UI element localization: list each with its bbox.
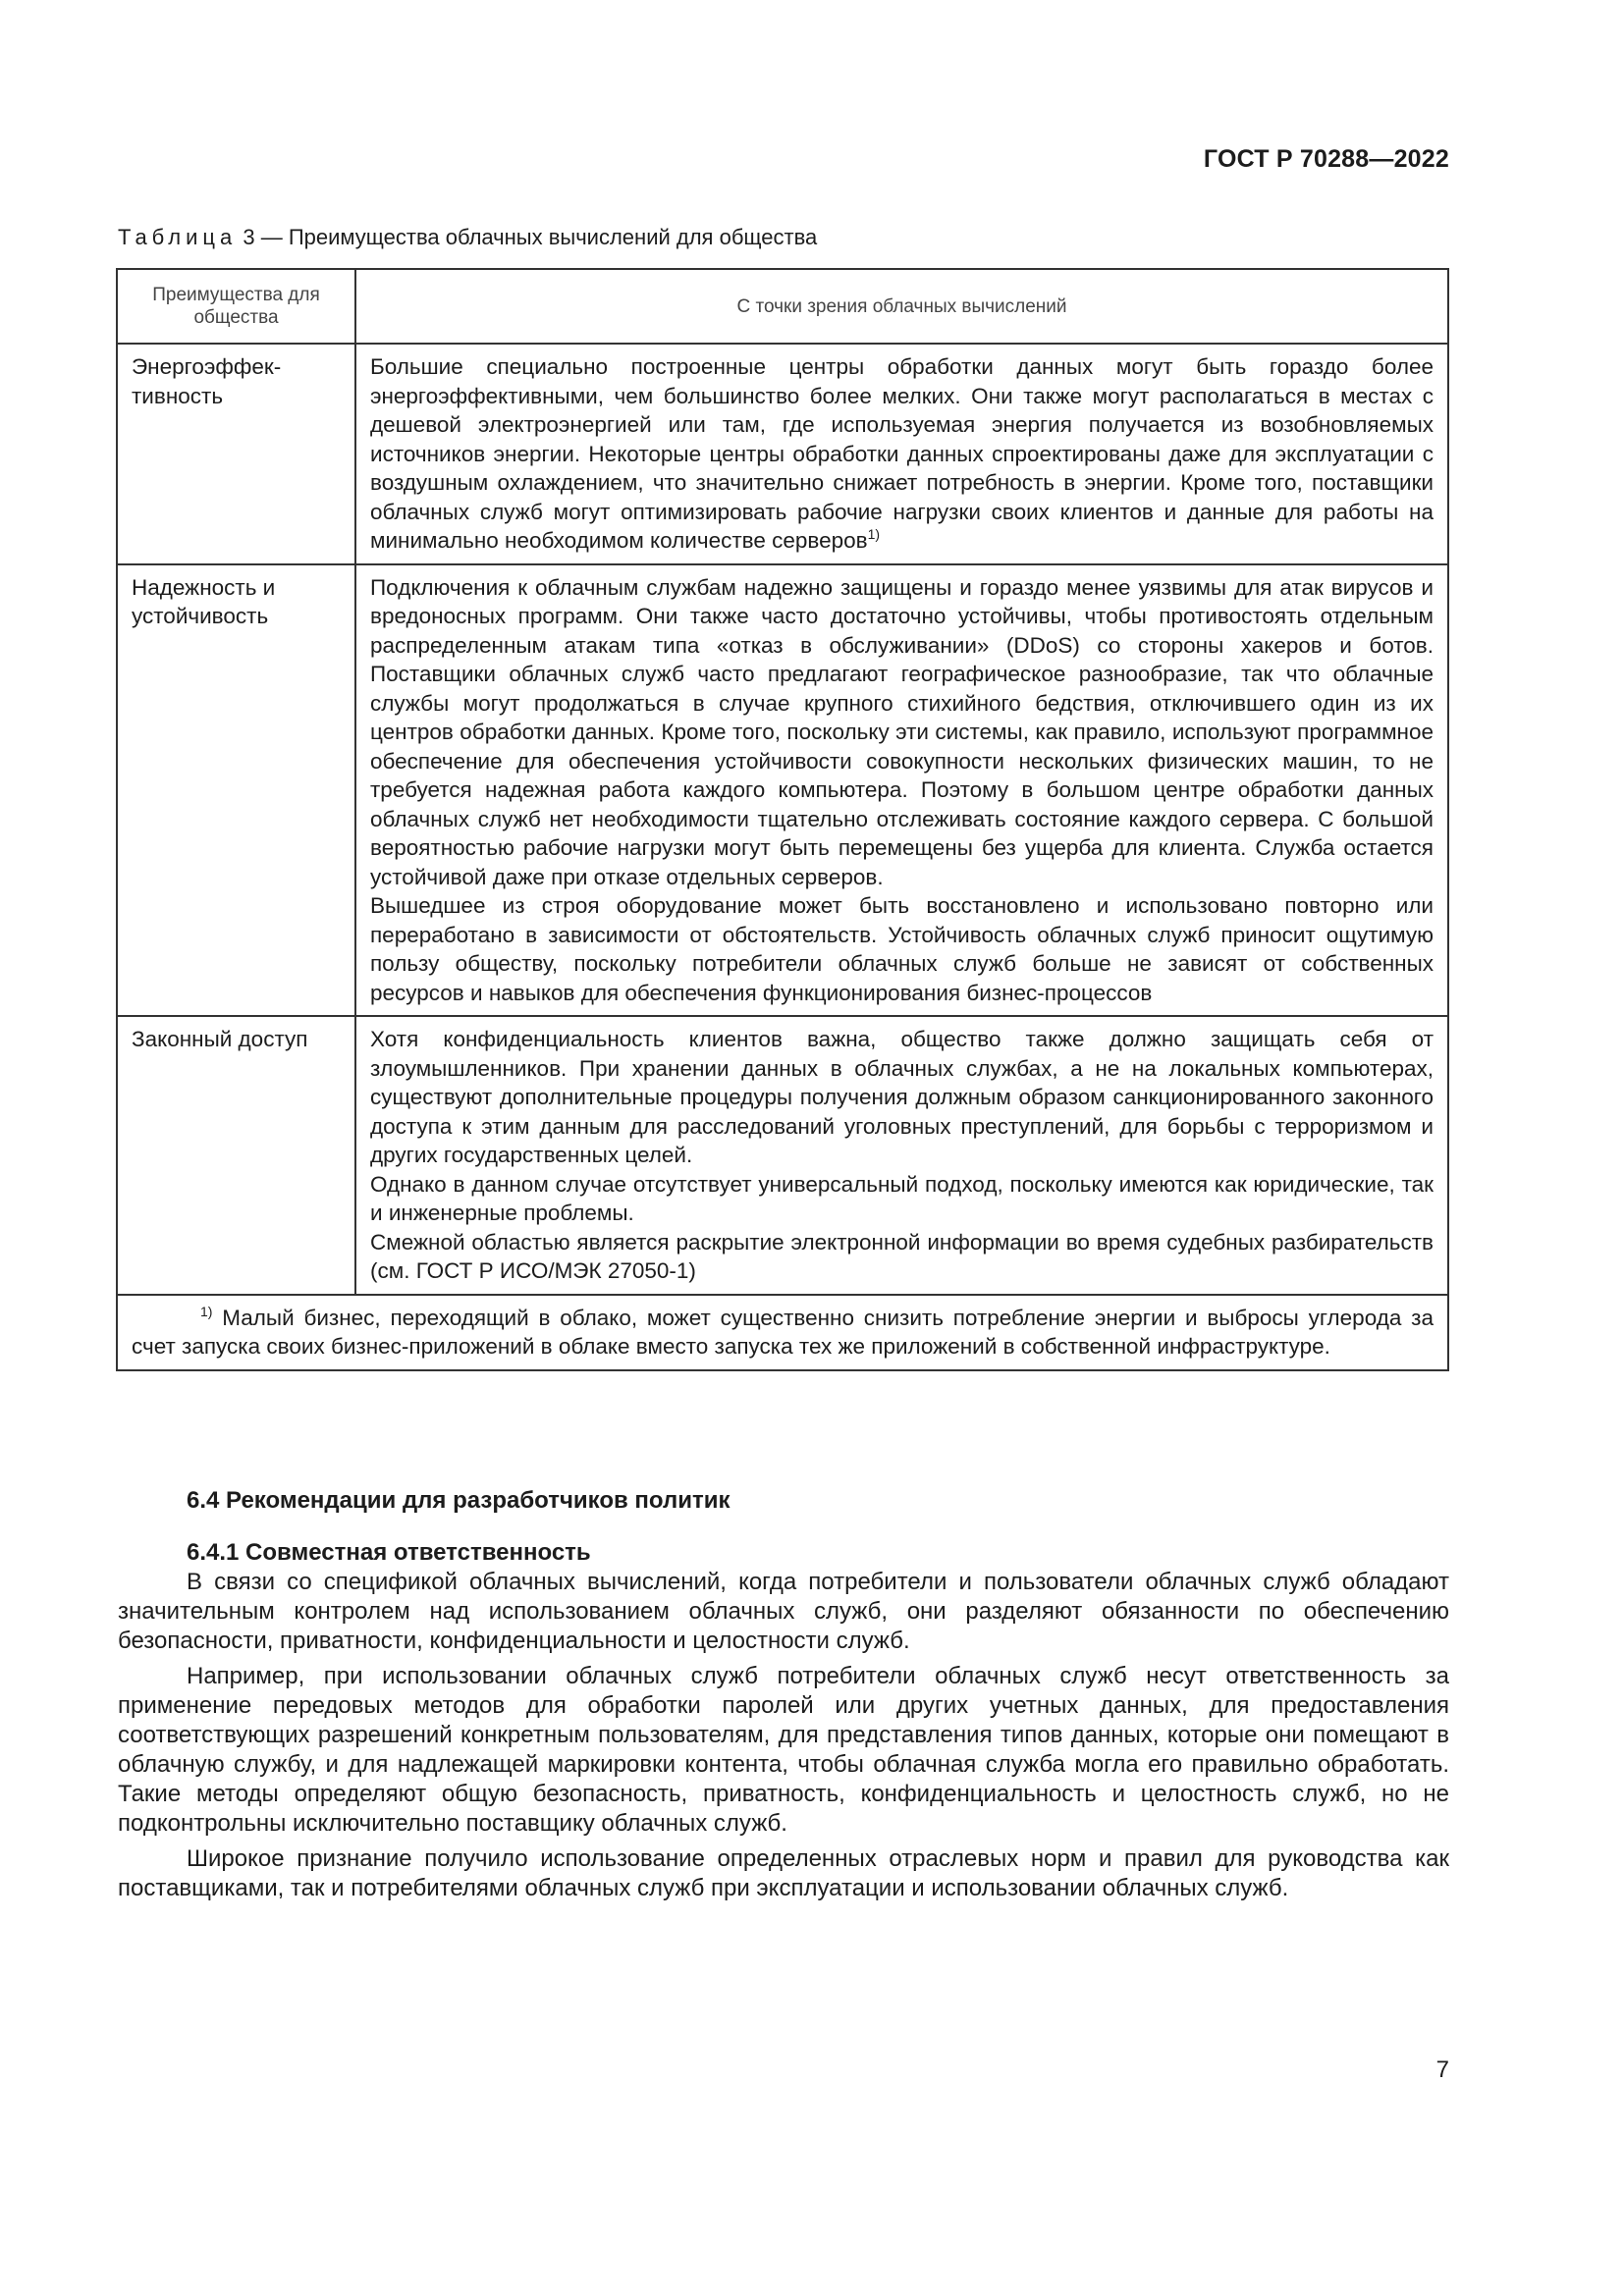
row-text [355, 564, 1448, 1017]
table-footnote [117, 1295, 1448, 1370]
row-paragraph-text: Большие специально построенные центры обработки данных могут быть гораздо более энергоэффективными, чем большинство более мелких. Они также могут располагаться в местах с дешевой электроэнергией или там, где используемая энергия получается из возобновляемых источников энергии. Некоторые центры обработки данных спроектированы даже для эксплуатации с воздушным охлаждением, что значительно снижает потребность в энергии. Кроме того, поставщики облачных служб могут оптимизировать рабочие нагрузки своих клиентов и данные для работы на минимально необходимом количестве серверов [370, 354, 1434, 553]
table-row [117, 344, 1448, 564]
body-paragraph: Например, при использовании облачных служб потребители облачных служб несут ответственность за применение передовых методов для обработки паролей или других учетных данных, для предоставления соответствующих разрешений конкретным пользователям, для представления типов данных, которые они помещают в облачную службу, и для надлежащей маркировки контента, чтобы облачная служба могла его правильно обработать. Такие методы определяют общую безопасность, приватность, конфиденциальность и целостность служб, но не подконтрольны исключительно поставщику облачных служб. [118, 1663, 1449, 1837]
row-paragraph: Вышедшее из строя оборудование может быть восстановлено и использовано повторно или переработано в зависимости от обстоятельств. Устойчивость облачных служб приносит ощутимую пользу обществу, поскольку потребители облачных служб больше не зависят от собственных ресурсов и навыков для обеспечения функционирования бизнес-процессов [370, 893, 1434, 1005]
row-paragraph [370, 352, 1434, 556]
row-paragraph: Однако в данном случае отсутствует универсальный подход, поскольку имеются как юридические, так и инженерные проблемы. [370, 1171, 1434, 1225]
table-caption [118, 225, 817, 250]
footnote-mark: 1) [867, 526, 881, 542]
row-text [355, 1016, 1448, 1295]
table-row [117, 564, 1448, 1017]
table-caption-text: 3 — Преимущества облачных вычислений для общества [243, 225, 818, 249]
body-paragraph: Широкое признание получило использование определенных отраслевых норм и правил для руководства как поставщиками, так и потребителями облачных служб при эксплуатации и использовании облачных служб. [118, 1845, 1449, 1901]
row-paragraph: Смежной областью является раскрытие электронной информации во время судебных разбирательств (см. ГОСТ Р ИСО/МЭК 27050-1) [370, 1229, 1434, 1283]
row-text [355, 344, 1448, 564]
row-paragraph: Подключения к облачным службам надежно защищены и гораздо менее уязвимы для атак вирусов и вредоносных программ. Они также часто достаточно устойчивы, чтобы противостоять отдельным распределенным атакам типа «отказ в обслуживании» (DDoS) со стороны хакеров и ботов. Поставщики облачных служб часто предлагают географическое разнообразие, так что облачные службы могут продолжаться в случае крупного стихийного бедствия, отключившего один из их центров обработки данных. Кроме того, поскольку эти системы, как правило, используют программное обеспечение для обеспечения устойчивости совокупности нескольких физических машин, то не требуется надежная работа каждого компьютера. Поэтому в большом центре обработки данных облачных служб нет необходимости тщательно отслеживать состояние каждого сервера. С большой вероятностью рабочие нагрузки могут быть перемещены без ущерба для клиента. Служба остается устойчивой даже при отказе отдельных серверов. [370, 574, 1434, 889]
section-heading-6-4-1: 6.4.1 Совместная ответственность [187, 1539, 591, 1566]
footnote-text: Малый бизнес, переходящий в облако, может существенно снизить потребление энергии и выбросы углерода за счет запуска своих бизнес-приложений в облаке вместо запуска тех же приложений в собственной инфраструктуре. [132, 1305, 1434, 1359]
section-heading-6-4: 6.4 Рекомендации для разработчиков политик [187, 1487, 731, 1514]
body-paragraph: В связи со спецификой облачных вычислений, когда потребители и пользователи облачных служб обладают значительным контролем над использованием облачных служб, они разделяют обязанности по обеспечению безопасности, приватности, конфиденциальности и целостности служб. [118, 1569, 1449, 1654]
col2-header: С точки зрения облачных вычислений [355, 269, 1448, 344]
benefits-table [116, 268, 1449, 1371]
table-footnote-row [117, 1295, 1448, 1370]
row-name: Энергоэффек-тивность [117, 344, 355, 564]
footnote-mark: 1) [200, 1303, 213, 1319]
table-header-row [117, 269, 1448, 344]
standard-id: ГОСТ Р 70288—2022 [1203, 145, 1449, 173]
col1-header: Преимущества для общества [117, 269, 355, 344]
row-name: Надежность и устойчивость [117, 564, 355, 1017]
page-number: 7 [1435, 2056, 1449, 2083]
row-name: Законный доступ [117, 1016, 355, 1295]
table-caption-label: Таблица [118, 225, 238, 249]
row-paragraph: Хотя конфиденциальность клиентов важна, общество также должно защищать себя от злоумышленников. При хранении данных в облачных службах, а не на локальных компьютерах, существуют дополнительные процедуры получения должным образом санкционированного законного доступа к этим данным для расследований уголовных преступлений, для борьбы с терроризмом и других государственных целей. [370, 1027, 1434, 1167]
section-body [118, 1568, 1449, 1903]
table-row [117, 1016, 1448, 1295]
